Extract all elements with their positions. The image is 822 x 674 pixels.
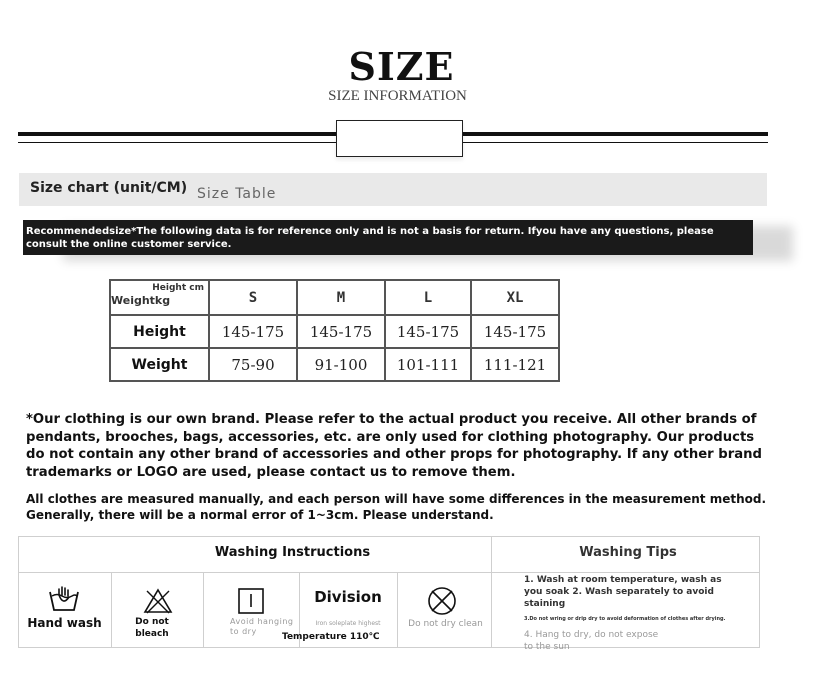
size-header-l: L — [385, 280, 471, 315]
weight-s: 75-90 — [209, 348, 297, 381]
size-header-s: S — [209, 280, 297, 315]
row-label-weight: Weight — [110, 348, 209, 381]
row-label-height: Height — [110, 315, 209, 348]
header-divider-right-thick — [461, 132, 768, 136]
hang-dry-label: Avoid hanging to dry — [230, 617, 294, 636]
do-not-dry-clean-label: Do not dry clean — [408, 619, 483, 629]
washing-cell-divider — [203, 572, 204, 648]
height-l: 145-175 — [385, 315, 471, 348]
weight-xl: 111-121 — [471, 348, 559, 381]
height-xl: 145-175 — [471, 315, 559, 348]
size-table-row-weight — [110, 348, 559, 381]
height-s: 145-175 — [209, 315, 297, 348]
washing-tip-1: 1. Wash at room temperature, wash as you soak 2. Wash separately to avoid staining — [524, 575, 722, 609]
iron-soleplate-label: Iron soleplate highest — [315, 620, 381, 627]
washing-instructions-title: Washing Instructions — [214, 545, 371, 560]
corner-weight-label: Weightkg — [111, 294, 171, 307]
header-divider-left-thick — [18, 132, 336, 136]
height-m: 145-175 — [297, 315, 385, 348]
washing-header-divider — [18, 572, 491, 573]
size-table — [109, 279, 560, 382]
size-chart-subtitle: Size Table — [197, 186, 277, 202]
page-title: SIZE — [348, 44, 455, 89]
tips-header-divider — [491, 572, 760, 573]
disclaimer-banner: Recommendedsize*The following data is for reference only and is not a basis for return. Ifyou have any questions, please consult the online customer service. — [23, 220, 753, 255]
washing-tips-title: Washing Tips — [579, 545, 677, 560]
iron-temperature-label: Temperature 110℃ — [282, 632, 380, 642]
header-divider-right-thin — [461, 142, 768, 143]
hand-wash-label: Hand wash — [27, 616, 102, 630]
corner-height-label: Height cm — [152, 283, 204, 293]
do-not-bleach-label: Do not bleach — [135, 617, 169, 639]
size-header-xl: XL — [471, 280, 559, 315]
weight-m: 91-100 — [297, 348, 385, 381]
do-not-bleach-icon — [143, 588, 173, 614]
washing-cell-divider — [111, 572, 112, 648]
hand-wash-icon — [47, 586, 81, 614]
size-table-header-row — [110, 280, 559, 315]
header-center-box — [336, 120, 463, 157]
hang-dry-icon — [237, 587, 265, 615]
do-not-dry-clean-icon — [426, 585, 458, 617]
iron-division-heading: Division — [314, 588, 382, 606]
washing-tip-3: 3.Do not wring or drip dry to avoid deformation of clothes after drying. — [524, 616, 726, 622]
size-header-m: M — [297, 280, 385, 315]
weight-l: 101-111 — [385, 348, 471, 381]
size-table-corner — [110, 280, 209, 315]
header-divider-left-thin — [18, 142, 336, 143]
measurement-note: All clothes are measured manually, and each person will have some differences in the measurement method. Generally, there will be a normal error of 1~3cm. Please understand. — [26, 492, 767, 522]
size-table-row-height — [110, 315, 559, 348]
page-subtitle: SIZE INFORMATION — [328, 88, 467, 104]
washing-tip-4: 4. Hang to dry, do not expose to the sun — [524, 630, 659, 652]
brand-note: *Our clothing is our own brand. Please refer to the actual product you receive. All other brands of pendants, brooches, bags, accessories, etc. are only used for clothing photography. Our products do not contain any other brand of accessories and other props for photography. If any other brand trademarks or LOGO are used, please contact us to remove them. — [26, 412, 762, 480]
size-chart-title: Size chart (unit/CM) — [30, 180, 188, 196]
